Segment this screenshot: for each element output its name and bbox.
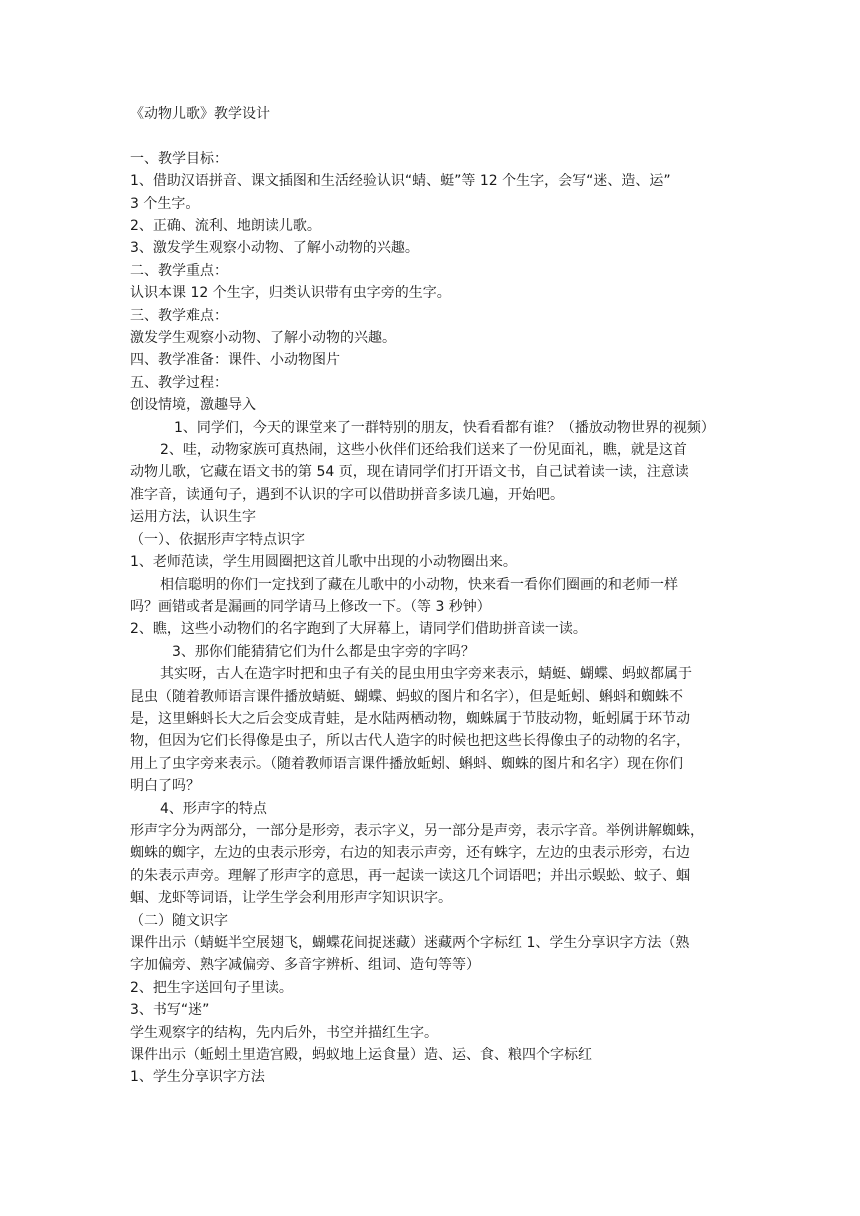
text-line: 认识本课 12 个生字，归类认识带有虫字旁的生字。 bbox=[130, 285, 451, 302]
text-line: 吗？画错或者是漏画的同学请马上修改一下。（等 3 秒钟） bbox=[130, 598, 491, 615]
text-line: 物，但因为它们长得像是虫子，所以古代人造字的时候也把这些长得像虫子的动物的名字， bbox=[130, 733, 690, 750]
text-line: 蝈、龙虾等词语，让学生学会利用形声字知识识字。 bbox=[130, 890, 452, 907]
subsection-heading: 运用方法，认识生字 bbox=[130, 509, 256, 526]
text-line: 3、书写“迷” bbox=[130, 1002, 210, 1019]
subsection-heading: 4、形声字的特点 bbox=[160, 800, 267, 817]
section-heading: 五、教学过程： bbox=[130, 374, 228, 391]
text-line: 昆虫（随着教师语言课件播放蜻蜓、蝴蝶、蚂蚁的图片和名字），但是蚯蚓、蝌蚪和蜘蛛不 bbox=[130, 688, 683, 705]
section-heading: 一、教学目标： bbox=[130, 150, 228, 167]
text-line: 课件出示（蜻蜓半空展翅飞，蝴蝶花间捉迷藏）迷藏两个字标红 1、学生分享识字方法（熟 bbox=[130, 935, 690, 952]
text-line: 相信聪明的你们一定找到了藏在儿歌中的小动物，快来看一看你们圈画的和老师一样 bbox=[160, 576, 678, 593]
text-line: 2、正确、流利、地朗读儿歌。 bbox=[130, 218, 321, 235]
subsection-heading: 创设情境，激趣导入 bbox=[130, 397, 256, 414]
text-line: 蜘蛛的蜘字，左边的虫表示形旁，右边的知表示声旁，还有蛛字，左边的虫表示形旁，右边 bbox=[130, 845, 690, 862]
subsection-heading: （二）随文识字 bbox=[130, 912, 228, 929]
text-line: 用上了虫字旁来表示。（随着教师语言课件播放蚯蚓、蝌蚪、蜘蛛的图片和名字）现在你们 bbox=[130, 755, 683, 772]
text-line: 1、借助汉语拼音、课文插图和生活经验认识“蜻、蜓”等 12 个生字，会写“迷、造、运” bbox=[130, 173, 671, 190]
text-line: 2、瞧，这些小动物们的名字跑到了大屏幕上，请同学们借助拼音读一读。 bbox=[130, 621, 587, 638]
text-line: 2、把生字送回句子里读。 bbox=[130, 979, 293, 996]
document-title: 《动物儿歌》教学设计 bbox=[130, 106, 270, 122]
text-line: 其实呀，古人在造字时把和虫子有关的昆虫用虫字旁来表示，蜻蜓、蝴蝶、蚂蚁都属于 bbox=[160, 666, 692, 683]
text-line: 是，这里蝌蚪长大之后会变成青蛙，是水陆两栖动物，蜘蛛属于节肢动物，蚯蚓属于环节动 bbox=[130, 710, 690, 727]
text-line: 3、激发学生观察小动物、了解小动物的兴趣。 bbox=[130, 240, 419, 257]
text-line: 1、学生分享识字方法 bbox=[130, 1069, 265, 1086]
document-page bbox=[130, 103, 745, 1089]
text-line: 1、同学们，今天的课堂来了一群特别的朋友，快看看都有谁？（播放动物世界的视频） bbox=[174, 419, 715, 436]
text-line: 课件出示（蚯蚓土里造宫殿，蚂蚁地上运食量）造、运、食、粮四个字标红 bbox=[130, 1047, 592, 1064]
section-heading: 三、教学难点： bbox=[130, 307, 228, 324]
text-line: 激发学生观察小动物、了解小动物的兴趣。 bbox=[130, 330, 396, 347]
text-line: 2、哇，动物家族可真热闹，这些小伙伴们还给我们送来了一份见面礼，瞧，就是这首 bbox=[160, 442, 687, 459]
text-line: 学生观察字的结构，先内后外，书空并描红生字。 bbox=[130, 1024, 438, 1041]
text-line: 1、老师范读，学生用圆圈把这首儿歌中出现的小动物圈出来。 bbox=[130, 554, 517, 571]
text-line: 字加偏旁、熟字减偏旁、多音字辨析、组词、造句等等） bbox=[130, 957, 480, 974]
blank-line bbox=[130, 125, 745, 147]
text-line: 准字音，读通句子，遇到不认识的字可以借助拼音多读几遍，开始吧。 bbox=[130, 486, 564, 503]
section-heading: 二、教学重点： bbox=[130, 262, 228, 279]
text-line: 动物儿歌，它藏在语文书的第 54 页，现在请同学们打开语文书，自己试着读一读，注意读 bbox=[130, 464, 689, 481]
subsection-heading: （一）、依据形声字特点识字 bbox=[130, 531, 305, 548]
text-line: 3、那你们能猜猜它们为什么都是虫字旁的字吗？ bbox=[172, 643, 475, 660]
text-line: 3 个生字。 bbox=[130, 195, 200, 212]
text-line: 明白了吗？ bbox=[130, 778, 200, 795]
text-line: 形声字分为两部分，一部分是形旁，表示字义，另一部分是声旁，表示字音。举例讲解蜘蛛， bbox=[130, 822, 704, 839]
text-line: 的朱表示声旁。理解了形声字的意思，再一起读一读这几个词语吧；并出示蜈蚣、蚊子、蝈 bbox=[130, 867, 690, 884]
section-heading: 四、教学准备：课件、小动物图片 bbox=[130, 352, 340, 369]
